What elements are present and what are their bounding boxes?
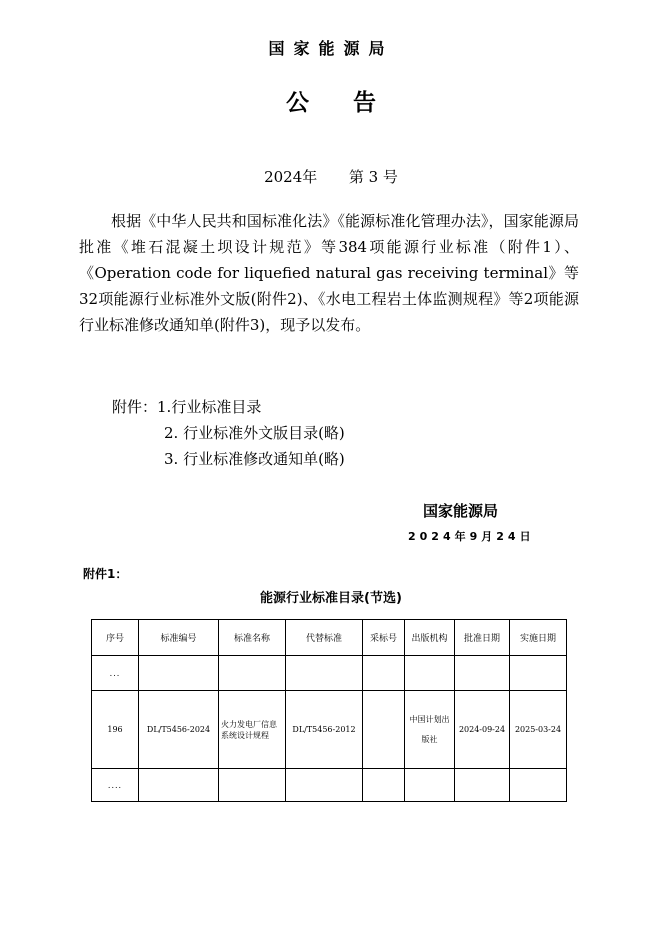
column-header: 实施日期 — [510, 620, 567, 656]
column-header: 采标号 — [363, 620, 405, 656]
column-header: 序号 — [92, 620, 139, 656]
table-cell: 196 — [92, 691, 139, 769]
table-cell — [405, 769, 455, 802]
column-header: 批准日期 — [455, 620, 510, 656]
document-type-heading: 公告 — [286, 90, 420, 116]
table-cell: DL/T5456-2012 — [286, 691, 363, 769]
table-cell — [455, 656, 510, 691]
table-cell: 中国计划出版社 — [405, 691, 455, 769]
column-header: 代替标准 — [286, 620, 363, 656]
table-cell — [139, 656, 219, 691]
notice-year: 2024年 — [264, 168, 318, 186]
attachment-item: 3. 行业标准修改通知单(略) — [164, 450, 345, 468]
table-cell — [363, 656, 405, 691]
attachment-item: 1.行业标准目录 — [157, 398, 262, 416]
issuing-agency-heading: 国家能源局 — [268, 39, 394, 58]
table-cell: DL/T5456-2024 — [139, 691, 219, 769]
table-row — [92, 656, 567, 691]
attachment-item: 2. 行业标准外文版目录(略) — [164, 424, 345, 442]
attachment-line-2 — [164, 421, 345, 446]
table-cell: 火力发电厂信息系统设计规程 — [219, 691, 286, 769]
annex-table-title: 能源行业标准目录(节选) — [260, 591, 402, 606]
signature-date: 2024年9月24日 — [408, 530, 535, 543]
table-cell — [286, 656, 363, 691]
standards-table — [91, 619, 567, 802]
table-cell: 2024-09-24 — [455, 691, 510, 769]
notice-body — [79, 208, 579, 338]
attachment-line-1 — [112, 395, 261, 420]
table-cell — [405, 656, 455, 691]
table-cell — [455, 769, 510, 802]
table-row — [92, 769, 567, 802]
notice-number — [0, 166, 662, 187]
attachment-line-3 — [164, 447, 345, 472]
column-header: 出版机构 — [405, 620, 455, 656]
table-cell: .... — [92, 769, 139, 802]
notice-serial: 第 3 号 — [348, 168, 398, 186]
notice-paragraph: 根据《中华人民共和国标准化法》《能源标准化管理办法》，国家能源局批准《堆石混凝土坝设计规范》等384项能源行业标准（附件1）、《Operation code for liquefied natural gas receiving terminal》等32项能源行业标准外文版(附件2)、《水电工程岩土体监测规程》等2项能源行业标准修改通知单(附件3)，现予以发布。 — [79, 212, 579, 334]
table-cell — [363, 691, 405, 769]
signature-agency: 国家能源局 — [423, 502, 499, 520]
annex-label: 附件1： — [83, 567, 128, 581]
attachments-label: 附件： — [112, 398, 158, 416]
table-cell — [219, 769, 286, 802]
column-header: 标准编号 — [139, 620, 219, 656]
table-cell — [219, 656, 286, 691]
column-header: 标准名称 — [219, 620, 286, 656]
table-row — [92, 691, 567, 769]
table-cell: ... — [92, 656, 139, 691]
table-cell — [363, 769, 405, 802]
table-cell — [286, 769, 363, 802]
table-cell: 2025-03-24 — [510, 691, 567, 769]
table-cell — [139, 769, 219, 802]
table-header-row — [92, 620, 567, 656]
table-cell — [510, 769, 567, 802]
table-cell — [510, 656, 567, 691]
